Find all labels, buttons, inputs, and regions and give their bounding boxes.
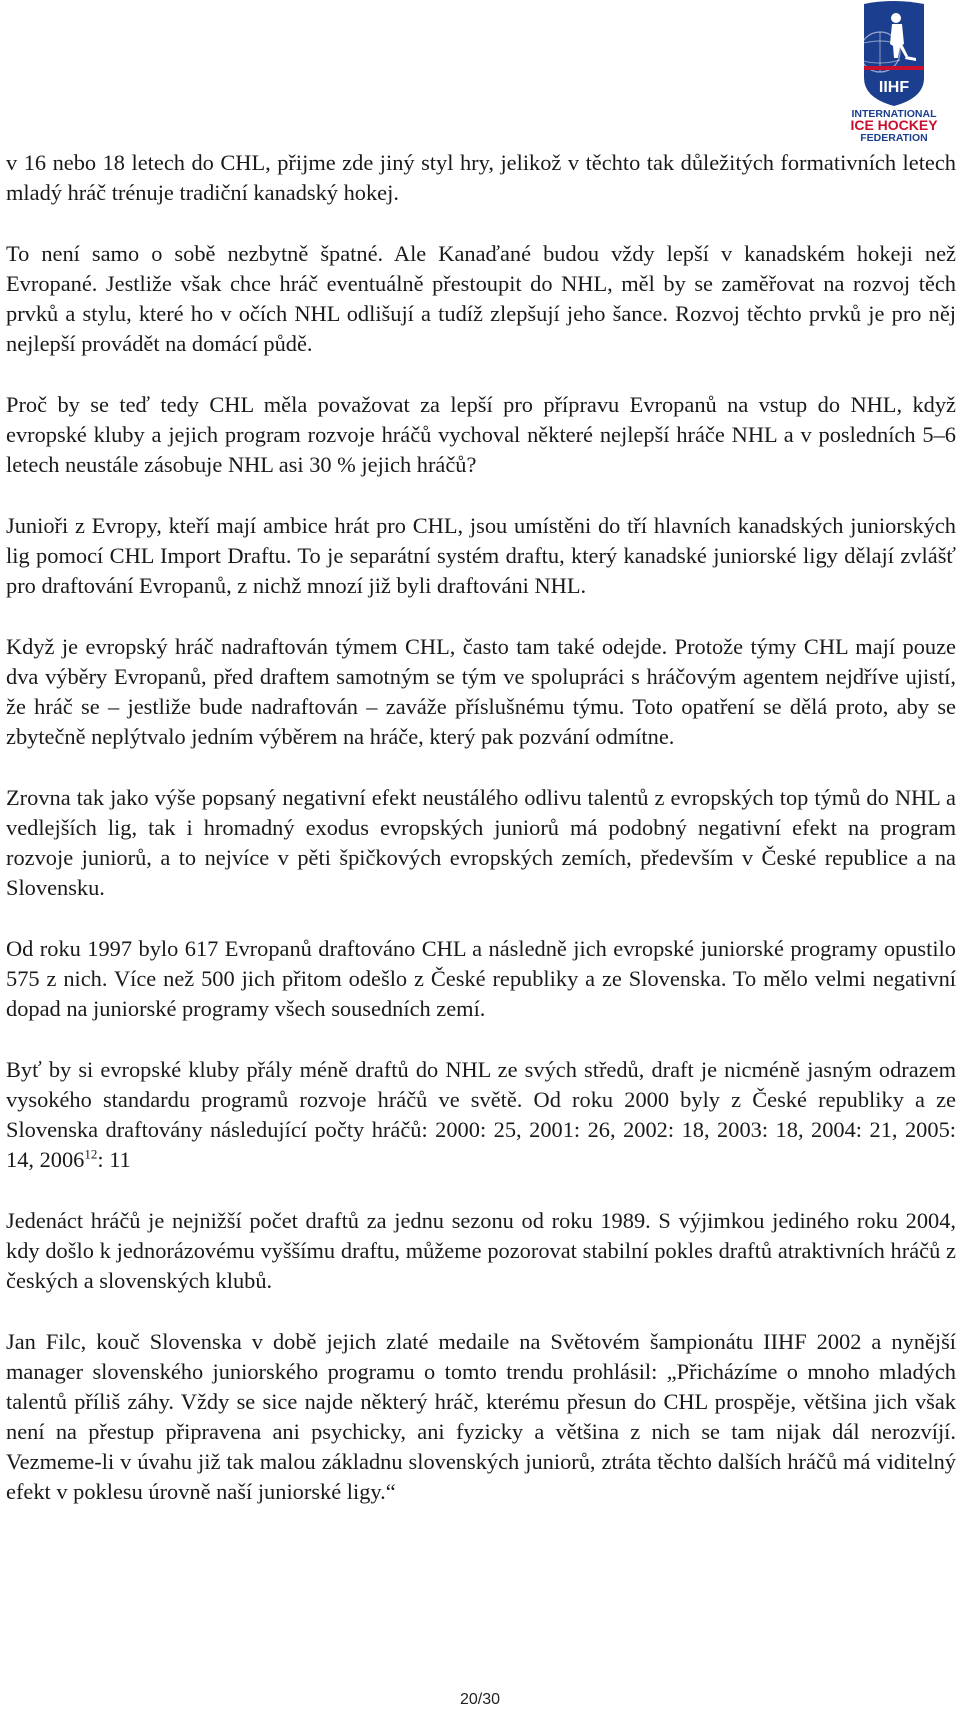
logo-line-international: INTERNATIONAL: [851, 108, 937, 120]
paragraph-nhl-draft-counts: [6, 1055, 956, 1175]
logo-line-ice-hockey: ICE HOCKEY: [850, 117, 938, 133]
iihf-logo-icon: [838, 0, 950, 150]
draft-text-end: : 11: [97, 1147, 131, 1172]
draft-text: Byť by si evropské kluby přály méně draftů do NHL ze svých středů, draft je nicméně jasným odrazem vysokého standardu programů rozvoje hráčů ve světě. Od roku 2000 byly z České republiky a ze Slovenska draftovány následující počty hráčů: 2000: 25, 2001: 26, 2002: 18, 2003: 18, 2004: 21, 2005: 14, 2006: [6, 1057, 956, 1172]
paragraph-exodus: Zrovna tak jako výše popsaný negativní efekt neustálého odlivu talentů z evropských top týmů do NHL a vedlejších lig, tak i hromadný exodus evropských juniorů má podobný negativní efekt na program rozvoje juniorů, a to nejvíce v pěti špičkových evropských zemích, především v České republice a na Slovensku.: [6, 785, 956, 900]
logo-line-federation: FEDERATION: [860, 132, 928, 144]
paragraph-canadian-hockey: To není samo o sobě nezbytně špatné. Ale Kanaďané budou vždy lepší v kanadském hokeji než Evropané. Jestliže však chce hráč eventuálně přestoupit do NHL, měl by se zaměřovat na rozvoj těch prvků a stylu, které ho v očích NHL odlišují a tudíž zlepšují jeho šance. Rozvoj těchto prvků je pro něj nejlepší provádět na domácí půdě.: [6, 241, 956, 356]
paragraph-lowest-count: Jedenáct hráčů je nejnižší počet draftů za jednu sezonu od roku 1989. S výjimkou jediného roku 2004, kdy došlo k jednorázovému vyššímu draftu, můžeme pozorovat stabilní pokles draftů atraktivních hráčů z českých a slovenských klubů.: [6, 1208, 956, 1293]
paragraph-why-chl: Proč by se teď tedy CHL měla považovat za lepší pro přípravu Evropanů na vstup do NHL, když evropské kluby a jejich program rozvoje hráčů vychoval některé nejlepší hráče NHL a v posledních 5–6 letech neustále zásobuje NHL asi 30 % jejich hráčů?: [6, 392, 956, 477]
paragraph-import-draft: Junioři z Evropy, kteří mají ambice hrát pro CHL, jsou umístěni do tří hlavních kanadských juniorských lig pomocí CHL Import Draftu. To je separátní systém draftu, který kanadské juniorské ligy dělají zvlášť pro draftování Evropanů, z nichž mnozí již byli draftováni NHL.: [6, 513, 956, 598]
paragraph-statistics-1997: Od roku 1997 bylo 617 Evropanů draftováno CHL a následně jich evropské juniorské programy opustilo 575 z nich. Více než 500 jich přitom odešlo z České republiky a ze Slovenska. To mělo velmi negativní dopad na juniorské programy všech sousedních zemí.: [6, 936, 956, 1021]
paragraph-jan-filc-quote: Jan Filc, kouč Slovenska v době jejich zlaté medaile na Světovém šampionátu IIHF 2002 a nynější manager slovenského juniorského programu o tomto trendu prohlásil: „Přicházíme o mnoho mladých talentů příliš záhy. Vždy se sice najde některý hráč, kterému přesun do CHL prospěje, většina jich však není na přestup připravena ani psychicky, ani fyzicky a většina z nich se tam nijak dál nerozvíjí. Vezmeme-li v úvahu již tak malou základnu slovenských juniorů, ztráta těchto dalších hráčů má viditelný efekt v poklesu úrovně naší juniorské ligy.“: [6, 1329, 956, 1504]
paragraph-drafted-player: Když je evropský hráč nadraftován týmem CHL, často tam také odejde. Protože týmy CHL mají pouze dva výběry Evropanů, před draftem samotným se tým ve spolupráci s hráčovým agentem nejdříve ujistí, že hráč se – jestliže bude nadraftován – zaváže příslušnému týmu. Toto opatření se dělá proto, aby se zbytečně neplýtvalo jedním výběrem na hráče, který pak pozvání odmítne.: [6, 634, 956, 749]
page-number: 20/30: [459, 1691, 501, 1708]
paragraph-continuation: v 16 nebo 18 letech do CHL, přijme zde jiný styl hry, jelikož v těchto tak důležitých formativních letech mladý hráč trénuje tradiční kanadský hokej.: [6, 150, 956, 205]
footnote-reference: 12: [84, 1146, 98, 1162]
document-body: [6, 148, 956, 1538]
logo-monogram: IIHF: [878, 79, 910, 96]
